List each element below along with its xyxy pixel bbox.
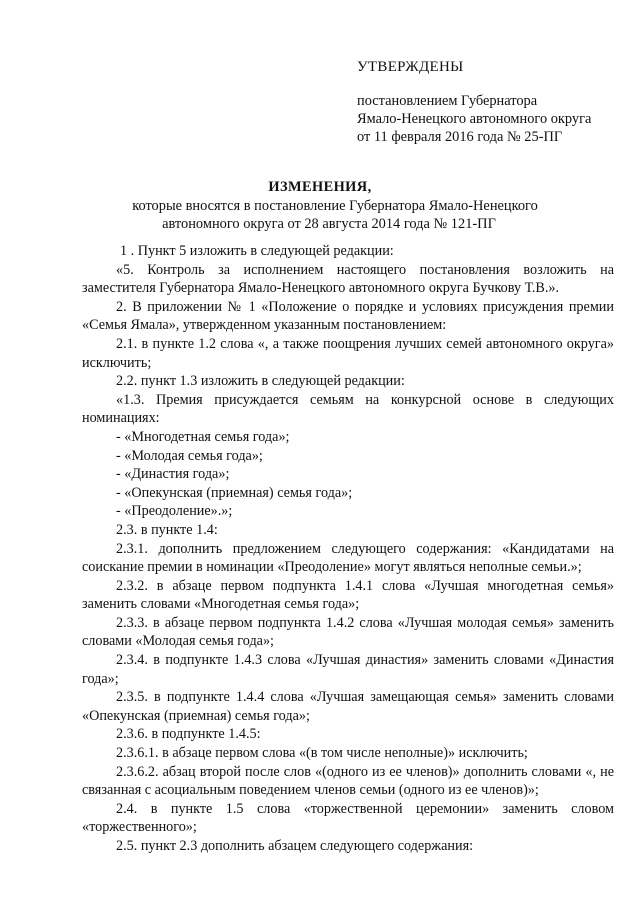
paragraph: 2.3.6.2. абзац второй после слов «(одного из ее членов)» дополнить словами «, не связанная с асоциальным поведением членов семьи (одного из ее членов)»; [82, 763, 614, 799]
paragraph: 2.3. в пункте 1.4: [116, 521, 218, 538]
paragraph: 2.2. пункт 1.3 изложить в следующей редакции: [116, 373, 405, 390]
paragraph: «1.3. Премия присуждается семьям на конкурсной основе в следующих номинациях: [82, 391, 614, 427]
approval-line: от 11 февраля 2016 года № 25-ПГ [357, 129, 563, 145]
list-item: - «Династия года»; [116, 466, 230, 483]
approval-line: Ямало-Ненецкого автономного округа [357, 111, 592, 127]
paragraph: 1 . Пункт 5 изложить в следующей редакции: [120, 243, 394, 259]
list-item: - «Преодоление».»; [116, 503, 233, 520]
paragraph: «5. Контроль за исполнением настоящего постановления возложить на заместителя Губернатора Ямало-Ненецкого автономного округа Бучкову Т.В.». [82, 261, 614, 297]
paragraph: 2.3.4. в подпункте 1.4.3 слова «Лучшая династия» заменить словами «Династия года»; [82, 652, 614, 687]
paragraph: 2.4. в пункте 1.5 слова «торжественной церемонии» заменить словом «торжественного»; [82, 800, 614, 836]
approval-title: УТВЕРЖДЕНЫ [357, 59, 464, 75]
paragraph: 2.3.6. в подпункте 1.4.5: [116, 726, 261, 743]
heading-title: ИЗМЕНЕНИЯ, [268, 179, 372, 195]
paragraph: 2.1. в пункте 1.2 слова «, а также поощрения лучших семей автономного округа» исключить; [82, 335, 614, 371]
paragraph: 2.3.1. дополнить предложением следующего содержания: «Кандидатами на соискание премии в номинации «Преодоление» могут являться неполные семьи.»; [82, 540, 614, 576]
heading-subtitle-line: автономного округа от 28 августа 2014 года № 121-ПГ [162, 216, 496, 232]
heading-subtitle-line: которые вносятся в постановление Губернатора Ямало-Ненецкого [132, 198, 538, 214]
document-body [82, 242, 614, 856]
list-item: - «Молодая семья года»; [116, 447, 263, 464]
list-item: - «Опекунская (приемная) семья года»; [116, 484, 353, 501]
list-item: - «Многодетная семья года»; [116, 428, 290, 445]
approval-block [357, 58, 627, 146]
paragraph: 2.5. пункт 2.3 дополнить абзацем следующего содержания: [116, 838, 474, 854]
paragraph: 2.3.3. в абзаце первом подпункта 1.4.2 слова «Лучшая молодая семья» заменить словами «Молодая семья года»; [82, 614, 614, 650]
paragraph: 2. В приложении № 1 «Положение о порядке и условиях присуждения премии «Семья Ямала», утвержденном указанным постановлением: [82, 298, 614, 334]
paragraph: 2.3.2. в абзаце первом подпункта 1.4.1 слова «Лучшая многодетная семья» заменить словами «Многодетная семья года»; [82, 577, 614, 613]
paragraph: 2.3.6.1. в абзаце первом слова «(в том числе неполные)» исключить; [116, 745, 528, 762]
document-heading [0, 178, 640, 233]
approval-line: постановлением Губернатора [357, 93, 538, 109]
paragraph: 2.3.5. в подпункте 1.4.4 слова «Лучшая замещающая семья» заменить словами «Опекунская (приемная) семья года»; [82, 689, 614, 724]
